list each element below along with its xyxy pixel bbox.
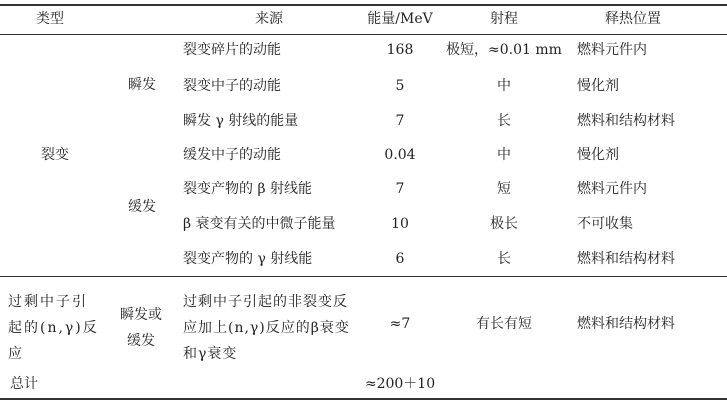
top-rule — [0, 4, 727, 6]
row-1-energy: 168 — [386, 42, 414, 58]
row-3-range: 长 — [497, 113, 511, 129]
row-5-heat: 燃料元件内 — [577, 181, 647, 197]
row-5-energy: 7 — [395, 181, 405, 197]
excess-row-energy: ≈7 — [389, 316, 411, 332]
row-2-range: 中 — [497, 78, 511, 94]
row-7-source: 裂变产物的 γ 射线能 — [183, 251, 313, 267]
row-5-source: 裂变产物的 β 射线能 — [183, 181, 312, 197]
total-energy: ≈200＋10 — [364, 376, 436, 392]
row-3-heat: 燃料和结构材料 — [577, 113, 675, 129]
row-3-source: 瞬发 γ 射线的能量 — [183, 113, 299, 129]
total-label: 总计 — [10, 376, 38, 392]
row-3-energy: 7 — [395, 113, 405, 129]
row-1-heat: 燃料元件内 — [577, 42, 647, 58]
row-7-heat: 燃料和结构材料 — [577, 251, 675, 267]
excess-row-range: 有长有短 — [476, 316, 532, 332]
row-6-range: 极长 — [490, 216, 518, 232]
group-delayed: 缓发 — [128, 199, 156, 215]
group-prompt: 瞬发 — [128, 77, 156, 93]
header-source: 来源 — [255, 11, 283, 27]
excess-row-source: 过剩中子引起的非裂变反应加上(n,γ)反应的β衰变和γ衰变 — [183, 294, 350, 362]
row-2-energy: 5 — [395, 78, 405, 94]
header-energy: 能量/MeV — [367, 11, 433, 27]
row-7-range: 长 — [497, 251, 511, 267]
row-7-energy: 6 — [395, 251, 405, 267]
header-range: 射程 — [490, 11, 518, 27]
row-4-heat: 慢化剂 — [577, 147, 619, 163]
row-1-source: 裂变碎片的动能 — [183, 42, 281, 58]
row-4-source: 缓发中子的动能 — [183, 147, 281, 163]
group-fission: 裂变 — [41, 147, 69, 163]
row-2-source: 裂变中子的动能 — [183, 78, 281, 94]
row-1-range: 极短，≈0.01 mm — [446, 42, 562, 58]
header-rule — [0, 34, 727, 35]
excess-row-heat: 燃料和结构材料 — [577, 316, 675, 332]
bottom-rule — [0, 398, 727, 400]
header-heat: 释热位置 — [605, 11, 661, 27]
group-excess-sub: 瞬发或缓发 — [120, 307, 162, 349]
row-5-range: 短 — [497, 181, 511, 197]
header-type: 类型 — [36, 11, 64, 27]
row-4-range: 中 — [497, 147, 511, 163]
fission-section-rule — [0, 276, 727, 277]
row-2-heat: 慢化剂 — [577, 78, 619, 94]
row-6-heat: 不可收集 — [577, 216, 633, 232]
row-6-energy: 10 — [391, 216, 409, 232]
group-excess: 过剩中子引起的(n,γ)反应 — [8, 294, 99, 362]
row-6-source: β 衰变有关的中微子能量 — [183, 216, 336, 232]
row-4-energy: 0.04 — [384, 147, 416, 163]
